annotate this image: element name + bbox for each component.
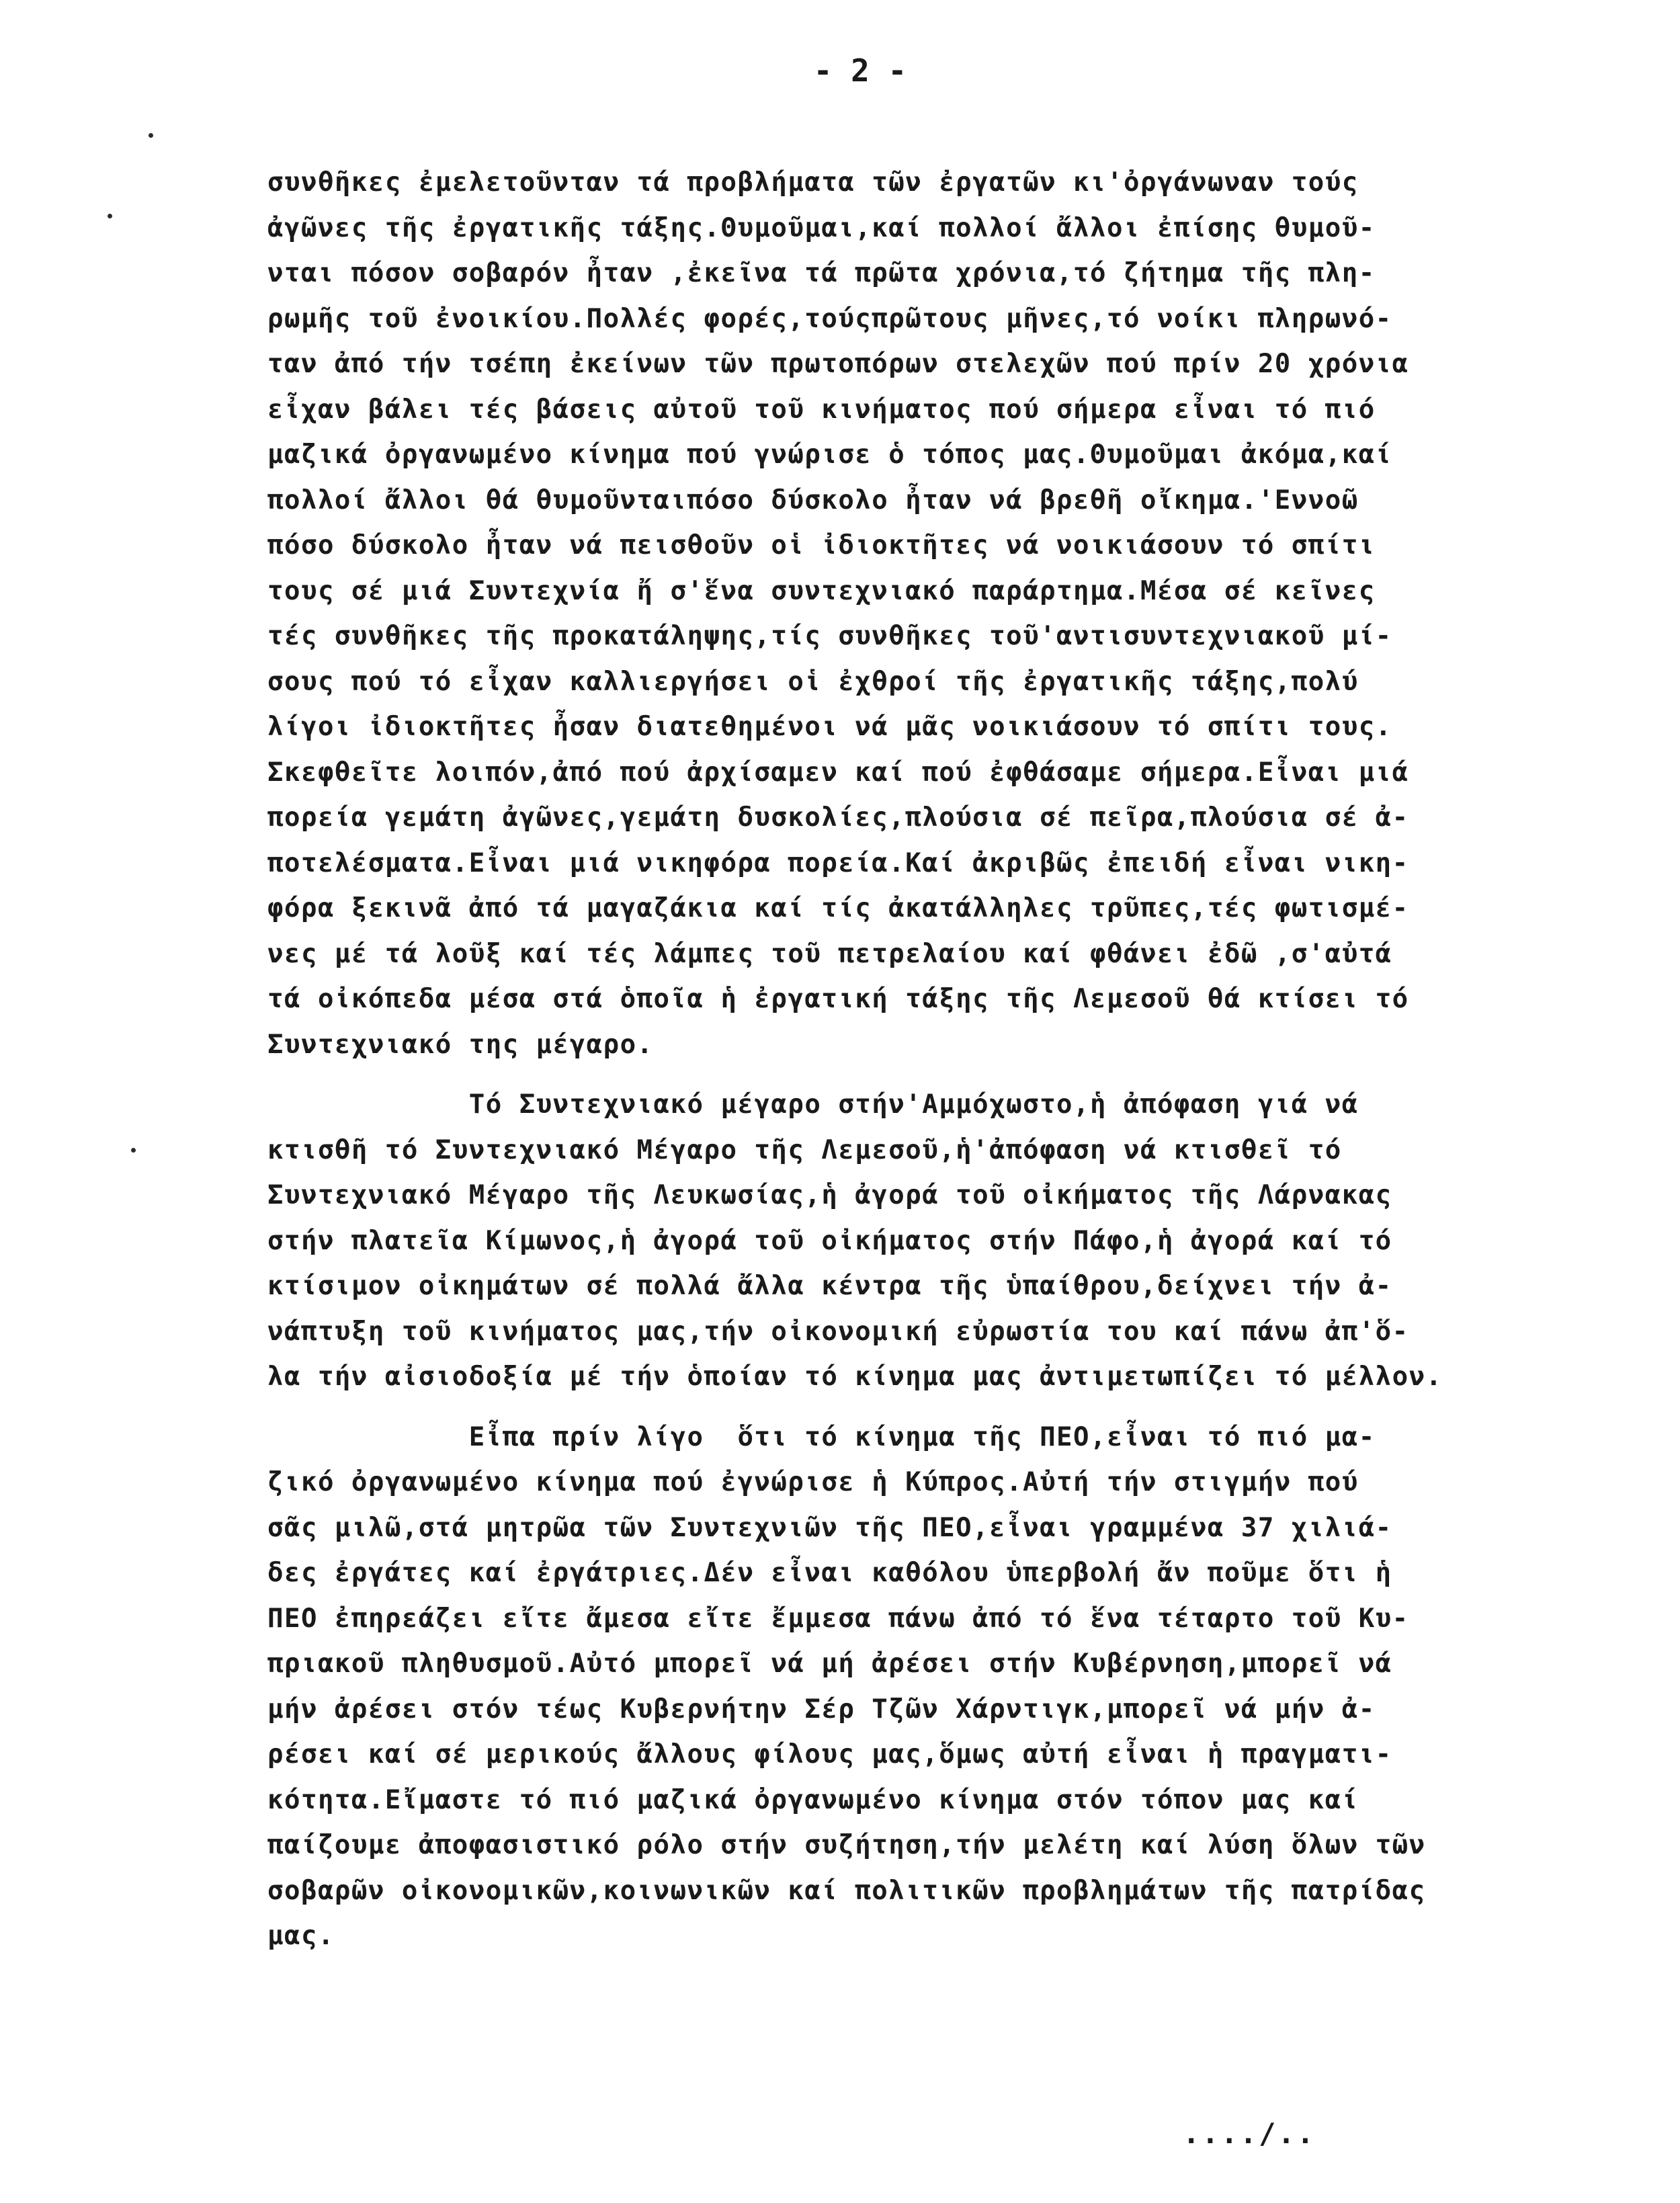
text-line: Συντεχνιακό Μέγαρο τῆς Λευκωσίας,ἡ ἀγορά τοῦ οἰκήματος τῆς Λάρνακας xyxy=(267,1180,1392,1210)
text-line: ποτελέσματα.Εἶναι μιά νικηφόρα πορεία.Καί ἀκριβῶς ἐπειδή εἶναι νικη- xyxy=(267,847,1409,878)
text-line: κτισθῆ τό Συντεχνιακό Μέγαρο τῆς Λεμεσοῦ,ἡ'ἀπόφαση νά κτισθεῖ τό xyxy=(267,1134,1342,1165)
text-line: πορεία γεμάτη ἀγῶνες,γεμάτη δυσκολίες,πλούσια σέ πεῖρα,πλούσια σέ ἀ- xyxy=(267,802,1409,833)
text-line: Σκεφθεῖτε λοιπόν,ἀπό πού ἀρχίσαμεν καί πού ἐφθάσαμε σήμερα.Εἶναι μιά xyxy=(267,757,1409,788)
text-line: τά οἰκόπεδα μέσα στά ὁποῖα ἡ ἐργατική τάξης τῆς Λεμεσοῦ θά κτίσει τό xyxy=(267,984,1409,1014)
text-line: ζικό ὀργανωμένο κίνημα πού ἐγνώρισε ἡ Κύπρος.Αὐτή τήν στιγμήν πού xyxy=(267,1467,1359,1497)
text-line: νάπτυξη τοῦ κινήματος μας,τήν οἰκονομική εὐρωστία του καί πάνω ἀπ'ὅ- xyxy=(267,1316,1409,1347)
text-line: συνθῆκες ἐμελετοῦνταν τά προβλήματα τῶν ἐργατῶν κι'ὀργάνωναν τούς xyxy=(267,167,1359,198)
document-body xyxy=(267,160,1652,1959)
text-line: σους πού τό εἶχαν καλλιεργήσει οἱ ἐχθροί τῆς ἐργατικῆς τάξης,πολύ xyxy=(267,666,1359,697)
text-line: νται πόσον σοβαρόν ἦταν ,ἐκεῖνα τά πρῶτα χρόνια,τό ζήτημα τῆς πλη- xyxy=(267,258,1376,288)
text-line: κότητα.Εἴμαστε τό πιό μαζικά ὀργανωμένο κίνημα στόν τόπον μας καί xyxy=(267,1784,1359,1815)
text-line: πολλοί ἄλλοι θά θυμοῦνταιπόσο δύσκολο ἦταν νά βρεθῆ οἴκημα.'Εννοῶ xyxy=(267,485,1359,515)
text-line: Συντεχνιακό της μέγαρο. xyxy=(267,1029,654,1060)
text-line: τές συνθῆκες τῆς προκατάληψης,τίς συνθῆκες τοῦ'αντισυντεχνιακοῦ μί- xyxy=(267,621,1392,651)
paragraph-1 xyxy=(267,160,1652,1067)
scan-speck xyxy=(149,133,153,138)
page-number: - 2 - xyxy=(813,52,907,89)
scan-speck xyxy=(131,1148,136,1153)
text-line: ἀγῶνες τῆς ἐργατικῆς τάξης.Θυμοῦμαι,καί πολλοί ἄλλοι ἐπίσης θυμοῦ- xyxy=(267,212,1376,243)
text-line: ρέσει καί σέ μερικούς ἄλλους φίλους μας,ὅμως αὐτή εἶναι ἡ πραγματι- xyxy=(267,1739,1392,1770)
text-line: πόσο δύσκολο ἦταν νά πεισθοῦν οἱ ἰδιοκτῆτες νά νοικιάσουν τό σπίτι xyxy=(267,530,1376,560)
text-line: μας. xyxy=(267,1921,335,1951)
text-line: ΠΕΟ ἐπηρεάζει εἴτε ἄμεσα εἴτε ἔμμεσα πάνω ἀπό τό ἕνα τέταρτο τοῦ Κυ- xyxy=(267,1603,1409,1634)
text-line: δες ἐργάτες καί ἐργάτριες.Δέν εἶναι καθόλου ὑπερβολή ἄν ποῦμε ὅτι ἡ xyxy=(267,1558,1392,1588)
text-line: Τό Συντεχνιακό μέγαρο στήν'Αμμόχωστο,ἡ ἀπόφαση γιά νά xyxy=(267,1089,1359,1120)
text-line: παίζουμε ἀποφασιστικό ρόλο στήν συζήτηση,τήν μελέτη καί λύση ὅλων τῶν xyxy=(267,1830,1426,1860)
text-line: μαζικά ὀργανωμένο κίνημα πού γνώρισε ὁ τόπος μας.Θυμοῦμαι ἀκόμα,καί xyxy=(267,440,1392,470)
text-line: κτίσιμον οἰκημάτων σέ πολλά ἄλλα κέντρα τῆς ὑπαίθρου,δείχνει τήν ἀ- xyxy=(267,1271,1392,1301)
text-line: ταν ἀπό τήν τσέπη ἐκείνων τῶν πρωτοπόρων στελεχῶν πού πρίν 20 χρόνια xyxy=(267,349,1409,379)
paragraph-3 xyxy=(267,1415,1652,1959)
text-line: φόρα ξεκινᾶ ἀπό τά μαγαζάκια καί τίς ἀκατάλληλες τρῦπες,τές φωτισμέ- xyxy=(267,893,1409,923)
paragraph-2 xyxy=(267,1082,1652,1400)
text-line: στήν πλατεῖα Κίμωνος,ἡ ἀγορά τοῦ οἰκήματος στήν Πάφο,ἡ ἀγορά καί τό xyxy=(267,1225,1392,1256)
text-line: σᾶς μιλῶ,στά μητρῶα τῶν Συντεχνιῶν τῆς ΠΕΟ,εἶναι γραμμένα 37 χιλιά- xyxy=(267,1512,1392,1543)
text-line: λίγοι ἰδιοκτῆτες ἦσαν διατεθημένοι νά μᾶς νοικιάσουν τό σπίτι τους. xyxy=(267,712,1392,742)
scan-speck xyxy=(108,214,112,218)
text-line: πριακοῦ πληθυσμοῦ.Αὐτό μπορεῖ νά μή ἀρέσει στήν Κυβέρνηση,μπορεῖ νά xyxy=(267,1649,1392,1679)
text-line: εἶχαν βάλει τές βάσεις αὐτοῦ τοῦ κινήματος πού σήμερα εἶναι τό πιό xyxy=(267,394,1376,425)
text-line: ρωμῆς τοῦ ἐνοικίου.Πολλές φορές,τούςπρῶτους μῆνες,τό νοίκι πληρωνό- xyxy=(267,303,1392,334)
text-line: μήν ἀρέσει στόν τέως Κυβερνήτην Σέρ Τζῶν Χάρντιγκ,μπορεῖ νά μήν ἀ- xyxy=(267,1694,1376,1724)
text-line: Εἶπα πρίν λίγο ὅτι τό κίνημα τῆς ΠΕΟ,εἶναι τό πιό μα- xyxy=(267,1421,1376,1452)
text-line: τους σέ μιά Συντεχνία ἤ σ'ἕνα συντεχνιακό παράρτημα.Μέσα σέ κεῖνες xyxy=(267,575,1376,606)
text-line: λα τήν αἰσιοδοξία μέ τήν ὁποίαν τό κίνημα μας ἀντιμετωπίζει τό μέλλον. xyxy=(267,1362,1443,1392)
text-line: σοβαρῶν οἰκονομικῶν,κοινωνικῶν καί πολιτικῶν προβλημάτων τῆς πατρίδας xyxy=(267,1875,1426,1906)
text-line: νες μέ τά λοῦξ καί τές λάμπες τοῦ πετρελαίου καί φθάνει ἐδῶ ,σ'αὐτά xyxy=(267,938,1392,969)
continuation-mark: ..../.. xyxy=(1183,2117,1316,2150)
